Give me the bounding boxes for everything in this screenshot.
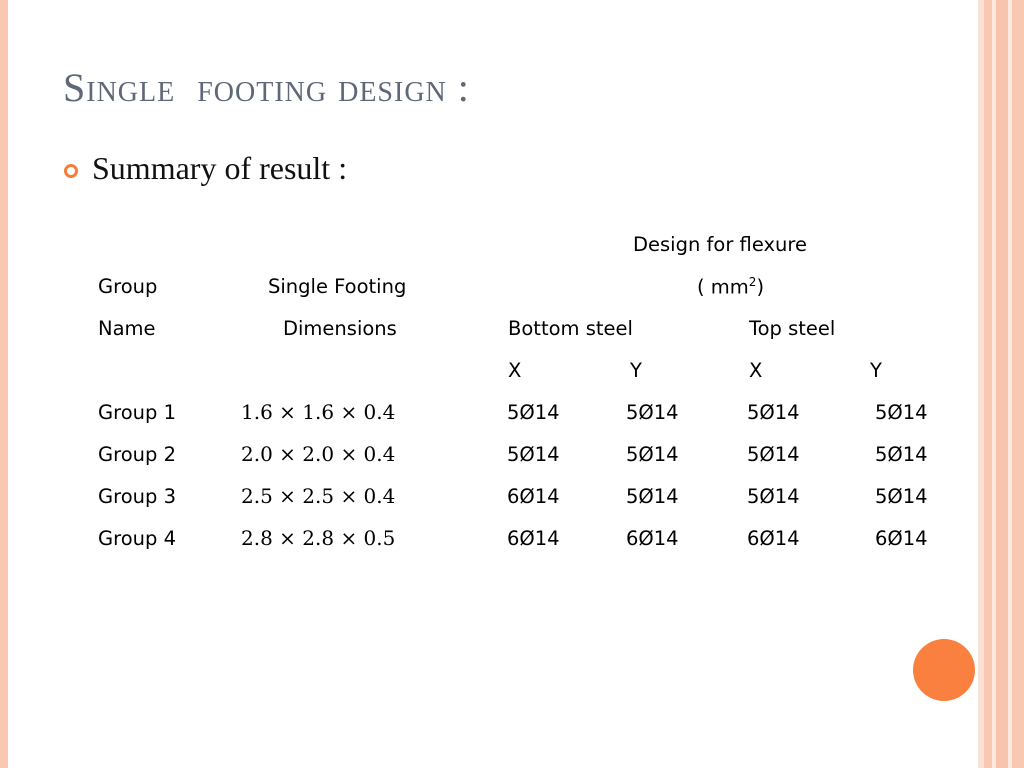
header-bottom-x: X (508, 359, 522, 382)
bullet-text: Summary of result : (92, 150, 348, 186)
row-4-dimensions: 2.8 × 2.8 × 0.5 (241, 526, 396, 550)
row-3-bottom-y: 5Ø14 (626, 485, 679, 508)
right-decor-stripes (978, 0, 1024, 768)
row-2-top-y: 5Ø14 (875, 443, 928, 466)
row-3-top-x: 5Ø14 (747, 485, 800, 508)
header-name: Name (98, 317, 156, 340)
header-unit-sup: 2 (748, 275, 757, 289)
header-design-for-flexure: Design for flexure (633, 233, 807, 256)
row-4-group: Group 4 (98, 527, 176, 550)
row-4-top-x: 6Ø14 (747, 527, 800, 550)
header-top-y: Y (870, 359, 882, 382)
row-2-bottom-y: 5Ø14 (626, 443, 679, 466)
row-1-bottom-x: 5Ø14 (507, 401, 560, 424)
row-3-group: Group 3 (98, 485, 176, 508)
row-2-top-x: 5Ø14 (747, 443, 800, 466)
header-top-x: X (749, 359, 763, 382)
row-1-group: Group 1 (98, 401, 176, 424)
row-1-bottom-y: 5Ø14 (626, 401, 679, 424)
row-3-top-y: 5Ø14 (875, 485, 928, 508)
header-bottom-steel: Bottom steel (508, 317, 633, 340)
header-unit-suffix: ) (756, 275, 765, 299)
header-dimensions: Dimensions (283, 317, 397, 340)
row-4-bottom-y: 6Ø14 (626, 527, 679, 550)
slide-canvas (8, 0, 978, 768)
row-1-dimensions: 1.6 × 1.6 × 0.4 (241, 400, 396, 424)
bullet-circle-icon (64, 164, 78, 178)
header-group: Group (98, 275, 158, 298)
header-unit-prefix: ( mm (697, 275, 749, 299)
row-2-dimensions: 2.0 × 2.0 × 0.4 (241, 442, 396, 466)
row-2-bottom-x: 5Ø14 (507, 443, 560, 466)
row-4-bottom-x: 6Ø14 (507, 527, 560, 550)
header-top-steel: Top steel (749, 317, 836, 340)
row-1-top-x: 5Ø14 (747, 401, 800, 424)
slide-title: Single footing design : (63, 65, 470, 110)
header-single-footing: Single Footing (268, 275, 407, 298)
row-1-top-y: 5Ø14 (875, 401, 928, 424)
left-edge-stripe (0, 0, 8, 768)
row-4-top-y: 6Ø14 (875, 527, 928, 550)
header-unit (697, 275, 764, 299)
header-bottom-y: Y (630, 359, 642, 382)
orange-circle-decoration (913, 639, 975, 701)
row-3-dimensions: 2.5 × 2.5 × 0.4 (241, 484, 396, 508)
row-3-bottom-x: 6Ø14 (507, 485, 560, 508)
row-2-group: Group 2 (98, 443, 176, 466)
